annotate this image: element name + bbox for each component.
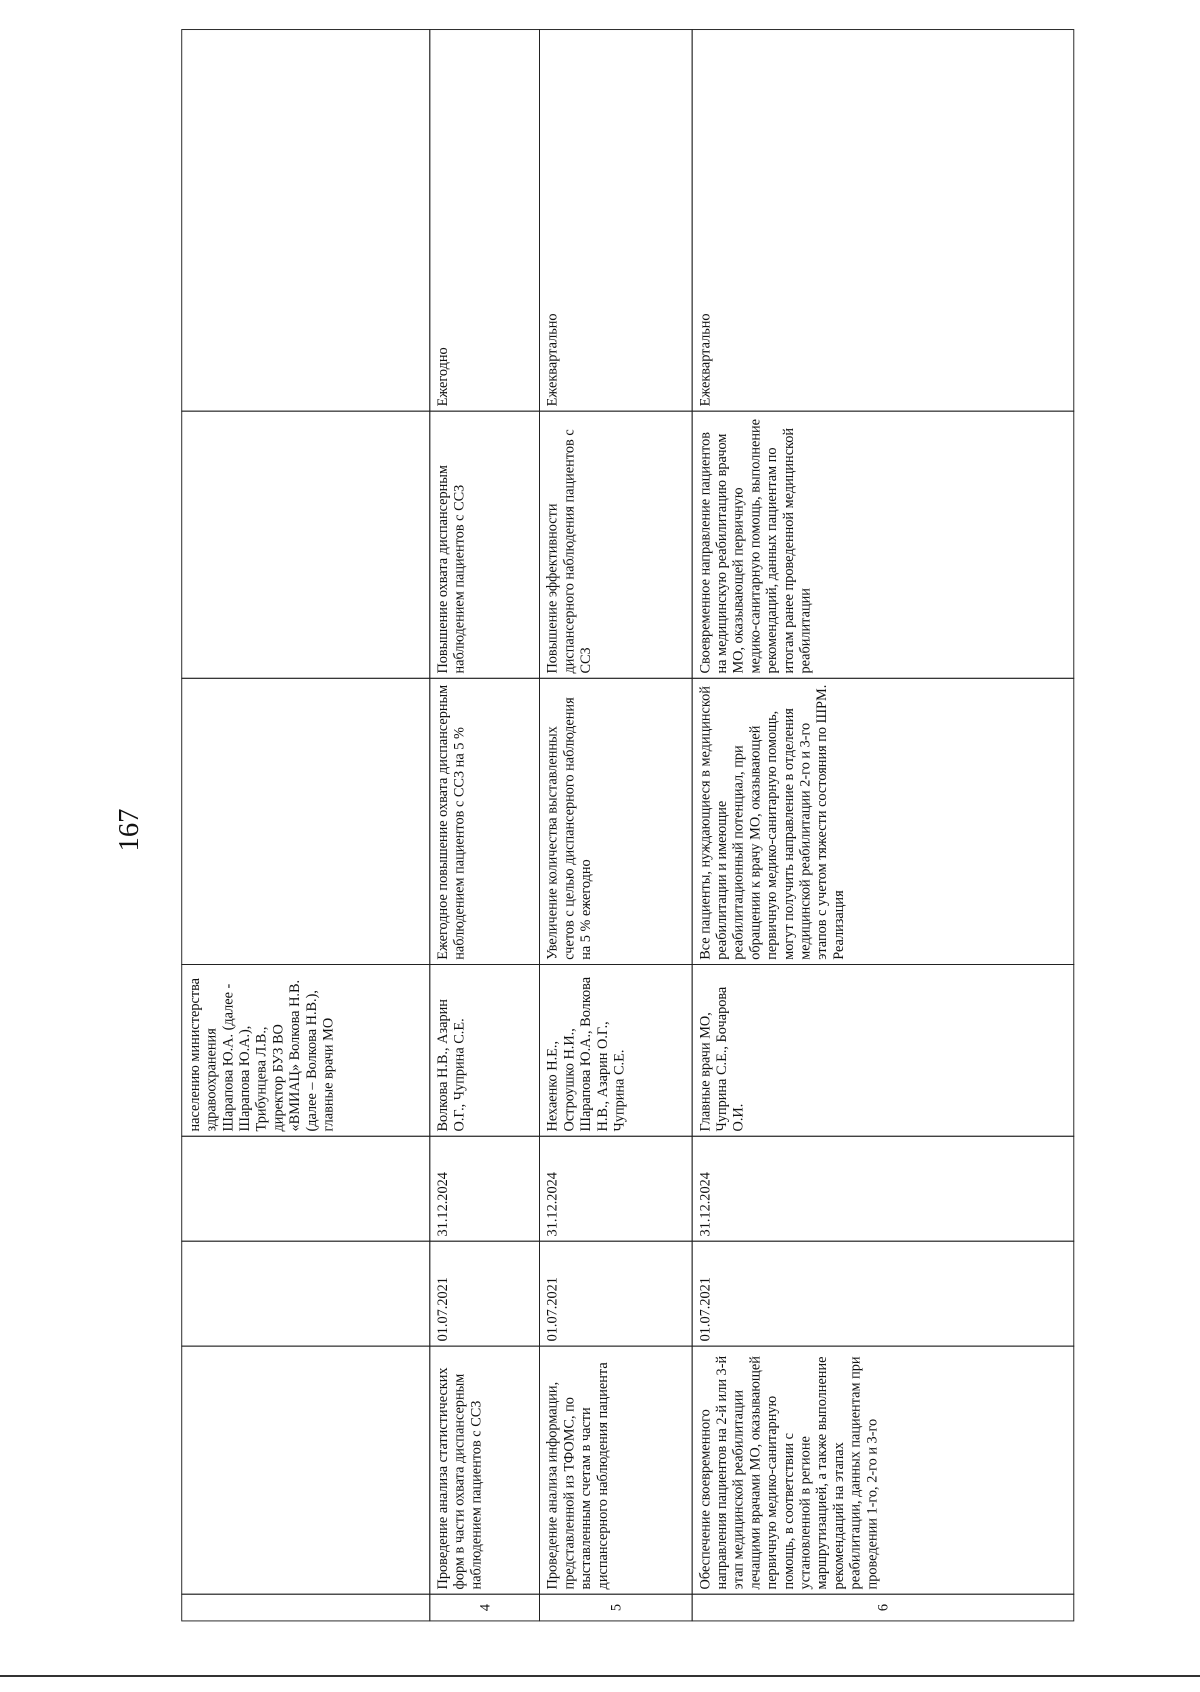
cell-responsible: Нехаенко Н.Е.,Остроушко Н.И.,Шарапова Ю.А., ВолковаН.В., Азарин О.Г.,Чуприна С.Е.: [544, 976, 628, 1132]
cell-action: Проведение анализа информации,представленной из ТФОМС, повыставленным счетам в частидиспансерного наблюдения пациента: [544, 1362, 611, 1590]
table-cell-border: [692, 965, 1074, 1137]
cell-responsible: Главные врачи МО,Чуприна С.Е., БочароваО.И.: [697, 986, 747, 1132]
cell-frequency: Ежегодно: [434, 347, 451, 407]
cell-result: Своевременное направление пациентовна медицинскую реабилитацию врачомМО, оказывающей первичнуюмедико-санитарную помощь, выполнениерекомендаций, данных пациентам поитогам ранее проведенной медицинскойреабилитации: [697, 418, 814, 674]
table-cell-border: [692, 1136, 1074, 1241]
cell-action: Проведение анализа статистическихформ в части охвата диспансернымнаблюдением пациентов с ССЗ: [434, 1367, 485, 1590]
table-cell-border: [692, 30, 1074, 412]
rotated-page: [10, 20, 1083, 1640]
rotated-table: [182, 20, 1084, 1640]
cell-result: Повышение эффективностидиспансерного наблюдения пациентов сССЗ: [544, 429, 595, 674]
table-cell-border: [182, 1241, 430, 1346]
table-cell-border: [182, 1136, 430, 1241]
cell-action: Обеспечение своевременногонаправления пациентов на 2-й или 3-йэтап медицинской реабилитациилечащими врачами МО, оказывающейпервичную медико-санитарнуюпомощь, в соответствии сустановленной в регионемаршрутизацией, а также выполнениерекомендаций на этапахреабилитации, данных пациентам припроведении 1-го, 2-го и 3-го: [697, 1355, 881, 1590]
table-cell-border: [540, 1241, 693, 1346]
cell-start: 01.07.2021: [544, 1277, 561, 1342]
cell-end: 31.12.2024: [544, 1172, 561, 1237]
cell-num: 4: [477, 1603, 494, 1612]
table-cell-border: [182, 678, 430, 964]
cell-start: 01.07.2021: [434, 1277, 451, 1342]
cell-start: 01.07.2021: [697, 1277, 714, 1342]
cell-result: Повышение охвата диспансернымнаблюдением пациентов с ССЗ: [434, 465, 468, 674]
cell-end: 31.12.2024: [697, 1172, 714, 1237]
cell-indicator: Увеличение количества выставленныхсчетов с целью диспансерного наблюденияна 5 % ежегодно: [544, 697, 595, 960]
table-cell-border: [692, 1241, 1074, 1346]
cell-frequency: Ежеквартально: [544, 313, 561, 407]
cell-frequency: Ежеквартально: [697, 313, 714, 407]
cell-num: 6: [875, 1603, 892, 1612]
table-cell-border: [540, 1136, 693, 1241]
table-cell-border: [182, 30, 430, 412]
scan-edge-line: [0, 1675, 1200, 1677]
cell-end: 31.12.2024: [434, 1172, 451, 1237]
page-number: 167: [113, 808, 145, 852]
cell-indicator: Все пациенты, нуждающиеся в медицинскойреабилитации и имеющиереабилитационный потенциал, приобращении к врачу МО, оказывающейпервичную медико-санитарную помощь,могут получить направление в отделениямедицинской реабилитации 2-го и 3-гоэтапов с учетом тяжести состояния по ШРМ.Реализация: [697, 684, 847, 960]
table-cell-border: [182, 1346, 430, 1594]
table-cell-border: [182, 1594, 430, 1621]
cell-num: 5: [608, 1603, 625, 1612]
table-cell-border: [540, 30, 693, 412]
table-cell-border: [182, 411, 430, 678]
cell-responsible: Волкова Н.В., АзаринО.Г., Чуприна С.Е.: [434, 999, 468, 1132]
cell-indicator: Ежегодное повышение охвата диспансернымнаблюдением пациентов с ССЗ на 5 %: [434, 684, 468, 960]
cell-responsible: населению министерстваздравоохраненияШарапова Ю.А. (далее -Шарапова Ю.А.),Трибунцева Л.В.,директор БУЗ ВО«ВМИАЦ» Волкова Н.В.(далее – Волкова Н.В.),главные врачи МО: [186, 977, 337, 1132]
